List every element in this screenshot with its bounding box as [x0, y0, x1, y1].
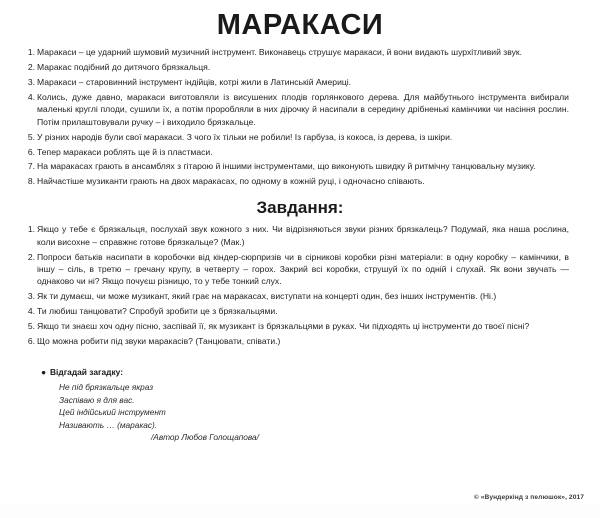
list-item-text: Тепер маракаси роблять ще й із пластмаси.: [37, 146, 213, 157]
list-item: [0, 61, 600, 73]
riddle-line: Називають … (маракас).: [59, 419, 158, 430]
list-item-number: 8.: [27, 176, 35, 187]
list-item-text: Ти любиш танцювати? Спробуй зробити це з брязкальцями.: [37, 306, 278, 317]
list-item-number: 4.: [27, 306, 35, 317]
riddle-author: /Автор Любов Голощапова/: [151, 432, 259, 443]
list-item: [0, 160, 600, 172]
list-item-text: Якщо у тебе є брязкальця, послухай звук кожного з них. Чи відрізняються звуки різних брязкалець? Подумай, яка наша рослина, коли висохне – справжнє готове брязкальце? (Мак.): [37, 224, 569, 247]
list-item-text: Попроси батьків насипати в коробочки від кіндер-сюрпризів чи в сірникові коробки різні матеріали: в одну коробку – камінчики, в іншу – сіль, в третю – гречану крупу, в четверту – горох. Закрий всі коробки, струшуй їх по одній і слухай. Як вони звучать — однаково чи ні? Якщо почуєш різницю, то у тебе тонкий слух.: [37, 251, 569, 287]
list-item: [0, 131, 600, 143]
list-item: [0, 335, 600, 347]
list-item-number: 2.: [27, 62, 35, 73]
list-item-number: 1.: [27, 224, 35, 235]
riddle-line: Заспіваю я для вас.: [59, 394, 135, 405]
list-item: [0, 91, 600, 128]
list-item: [0, 290, 600, 302]
riddle-line: Цей індійський інструмент: [59, 407, 166, 418]
list-item-number: 6.: [27, 146, 35, 157]
copyright-footer: © «Вундеркінд з пелюшок», 2017: [473, 494, 584, 501]
riddle-lines: [41, 381, 600, 444]
page-title: МАРАКАСИ: [216, 9, 384, 41]
riddle-block: [0, 367, 600, 444]
list-item: [0, 320, 600, 332]
list-item-text: На маракасах грають в ансамблях з гітарою й іншими інструментами, що виконують швидку й ритмічну танцювальну музику.: [37, 161, 536, 172]
list-item-number: 7.: [27, 161, 35, 172]
list-item-text: Якщо ти знаєш хоч одну пісню, заспівай її, як музикант із брязкальцями в руках. Чи підходять ці інструменти до твоєї пісні?: [37, 321, 530, 331]
riddle-line: Не під брязкальце якраз: [59, 382, 154, 393]
list-item-text: У різних народів були свої маракаси. З чого їх тільки не робили! Із гарбуза, із кокоса, із дерева, із шкіри.: [37, 131, 453, 142]
list-item: [0, 305, 600, 317]
bottom-band: [0, 504, 600, 518]
tasks-heading: Завдання:: [256, 197, 344, 217]
bullet-icon: ●: [41, 367, 47, 378]
list-item-text: Як ти думаєш, чи може музикант, який грає на маракасах, виступати на концерті один, без інших інструментів. (Ні.): [37, 291, 497, 302]
list-item-number: 1.: [27, 47, 35, 58]
list-item-text: Маракаси – старовинний інструмент індійців, котрі жили в Латинській Америці.: [37, 77, 352, 88]
list-item-text: Що можна робити під звуки маракасів? (Танцювати, співати.): [37, 335, 281, 346]
list-item-text: Колись, дуже давно, маракаси виготовляли із висушених плодів горлянкового дерева. Для майбутнього інструмента вибирали маленькі круглі плоди, сушили їх, а потім проробляли в них дірочку й насипали в середину дрібненькі камінчики чи насіння рослин. Потім прилаштовували ручку – і виходило брязкальце.: [37, 92, 569, 127]
document-page: [0, 10, 600, 518]
riddle-heading-text: Відгадай загадку:: [50, 367, 123, 378]
list-item-text: Маракаси – це ударний шумовий музичний інструмент. Виконавець струшує маракаси, й вони видають шурхітливий звук.: [37, 47, 523, 58]
list-item: [0, 223, 600, 248]
list-item-text: Маракас подібний до дитячого брязкальця.: [37, 62, 211, 73]
list-item-number: 3.: [27, 77, 35, 88]
riddle-heading: [41, 367, 600, 379]
list-item: [0, 46, 600, 58]
list-item-number: 6.: [27, 335, 35, 346]
list-item-number: 3.: [27, 291, 35, 302]
facts-list: [0, 46, 600, 187]
list-item: [0, 76, 600, 88]
list-item-text: Найчастіше музиканти грають на двох маракасах, по одному в кожній руці, і одночасно співають.: [37, 176, 425, 187]
list-item-number: 5.: [27, 131, 35, 142]
tasks-list: [0, 223, 600, 347]
list-item: [0, 251, 600, 288]
list-item: [0, 175, 600, 187]
list-item-number: 4.: [27, 92, 35, 103]
list-item-number: 2.: [27, 251, 35, 262]
list-item: [0, 146, 600, 158]
list-item-number: 5.: [27, 321, 35, 331]
